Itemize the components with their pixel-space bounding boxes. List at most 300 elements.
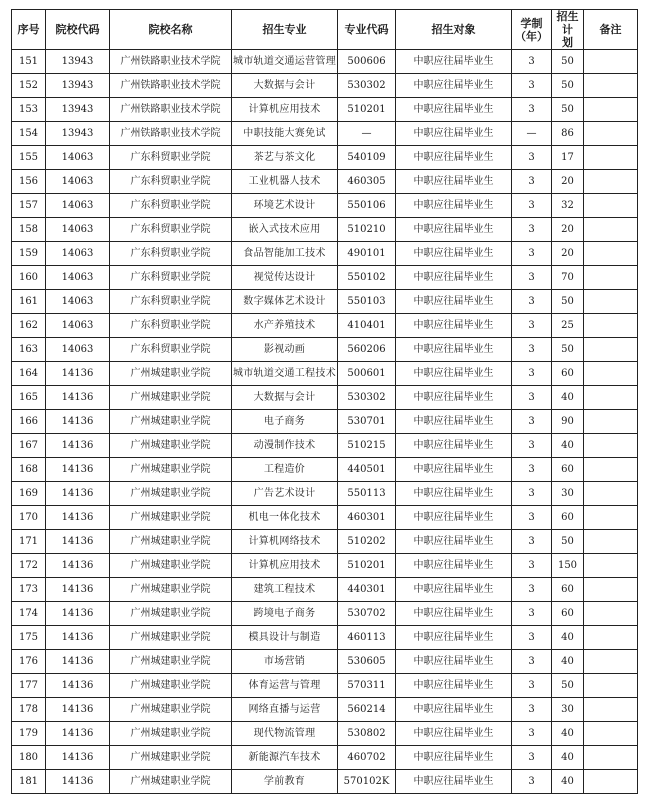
- cell-school-name: 广州城建职业学院: [110, 746, 232, 770]
- cell-index: 180: [12, 746, 46, 770]
- cell-target: 中职应往届毕业生: [396, 506, 512, 530]
- cell-quota: 70: [552, 266, 584, 290]
- cell-quota: 30: [552, 482, 584, 506]
- cell-duration: 3: [512, 50, 552, 74]
- cell-remarks: [584, 338, 638, 362]
- cell-target: 中职应往届毕业生: [396, 722, 512, 746]
- cell-major-code: 510201: [338, 98, 396, 122]
- cell-major: 工业机器人技术: [232, 170, 338, 194]
- cell-index: 162: [12, 314, 46, 338]
- cell-remarks: [584, 410, 638, 434]
- cell-major: 嵌入式技术应用: [232, 218, 338, 242]
- cell-school-code: 14136: [46, 530, 110, 554]
- cell-remarks: [584, 362, 638, 386]
- cell-major: 视觉传达设计: [232, 266, 338, 290]
- cell-major: 建筑工程技术: [232, 578, 338, 602]
- cell-major-code: 530302: [338, 386, 396, 410]
- table-row: [12, 770, 638, 794]
- header-duration: 学制 （年）: [512, 10, 552, 50]
- cell-major-code: 500601: [338, 362, 396, 386]
- cell-target: 中职应往届毕业生: [396, 698, 512, 722]
- cell-index: 177: [12, 674, 46, 698]
- header-quota: 招生计 划: [552, 10, 584, 50]
- cell-target: 中职应往届毕业生: [396, 218, 512, 242]
- header-remarks: 备注: [584, 10, 638, 50]
- cell-major-code: 410401: [338, 314, 396, 338]
- cell-major-code: 550103: [338, 290, 396, 314]
- cell-major-code: 570311: [338, 674, 396, 698]
- cell-quota: 50: [552, 290, 584, 314]
- cell-school-code: 14136: [46, 506, 110, 530]
- cell-school-code: 14136: [46, 698, 110, 722]
- cell-index: 166: [12, 410, 46, 434]
- cell-remarks: [584, 314, 638, 338]
- cell-major-code: 490101: [338, 242, 396, 266]
- cell-school-name: 广东科贸职业学院: [110, 314, 232, 338]
- cell-major-code: 510210: [338, 218, 396, 242]
- cell-duration: 3: [512, 698, 552, 722]
- cell-quota: 40: [552, 722, 584, 746]
- table-row: [12, 530, 638, 554]
- cell-index: 160: [12, 266, 46, 290]
- cell-school-code: 14136: [46, 602, 110, 626]
- cell-target: 中职应往届毕业生: [396, 626, 512, 650]
- cell-target: 中职应往届毕业生: [396, 194, 512, 218]
- cell-school-name: 广东科贸职业学院: [110, 218, 232, 242]
- cell-index: 181: [12, 770, 46, 794]
- cell-index: 179: [12, 722, 46, 746]
- table-row: [12, 554, 638, 578]
- cell-duration: 3: [512, 674, 552, 698]
- cell-school-code: 14136: [46, 410, 110, 434]
- cell-target: 中职应往届毕业生: [396, 410, 512, 434]
- cell-quota: 90: [552, 410, 584, 434]
- cell-school-code: 14063: [46, 170, 110, 194]
- cell-duration: 3: [512, 362, 552, 386]
- cell-major: 动漫制作技术: [232, 434, 338, 458]
- cell-index: 161: [12, 290, 46, 314]
- cell-major: 数字媒体艺术设计: [232, 290, 338, 314]
- cell-major: 市场营销: [232, 650, 338, 674]
- cell-remarks: [584, 722, 638, 746]
- cell-target: 中职应往届毕业生: [396, 482, 512, 506]
- cell-target: 中职应往届毕业生: [396, 170, 512, 194]
- admissions-table: [11, 9, 638, 794]
- cell-school-code: 14063: [46, 242, 110, 266]
- cell-quota: 50: [552, 50, 584, 74]
- cell-major: 机电一体化技术: [232, 506, 338, 530]
- table-row: [12, 410, 638, 434]
- table-row: [12, 74, 638, 98]
- cell-school-code: 14136: [46, 674, 110, 698]
- cell-duration: —: [512, 122, 552, 146]
- table-row: [12, 722, 638, 746]
- table-row: [12, 698, 638, 722]
- table-row: [12, 506, 638, 530]
- cell-school-code: 14063: [46, 146, 110, 170]
- cell-major-code: 540109: [338, 146, 396, 170]
- cell-school-name: 广州铁路职业技术学院: [110, 122, 232, 146]
- cell-major-code: 530302: [338, 74, 396, 98]
- header-major: 招生专业: [232, 10, 338, 50]
- cell-major: 现代物流管理: [232, 722, 338, 746]
- cell-duration: 3: [512, 218, 552, 242]
- cell-major-code: 530702: [338, 602, 396, 626]
- cell-school-name: 广州城建职业学院: [110, 722, 232, 746]
- table-row: [12, 290, 638, 314]
- cell-remarks: [584, 698, 638, 722]
- cell-quota: 60: [552, 506, 584, 530]
- cell-target: 中职应往届毕业生: [396, 434, 512, 458]
- cell-index: 167: [12, 434, 46, 458]
- cell-remarks: [584, 434, 638, 458]
- table-row: [12, 482, 638, 506]
- cell-school-code: 14063: [46, 290, 110, 314]
- cell-target: 中职应往届毕业生: [396, 770, 512, 794]
- cell-major: 电子商务: [232, 410, 338, 434]
- cell-school-code: 14136: [46, 434, 110, 458]
- cell-school-name: 广州城建职业学院: [110, 434, 232, 458]
- cell-school-name: 广州城建职业学院: [110, 650, 232, 674]
- cell-major-code: 510202: [338, 530, 396, 554]
- cell-quota: 50: [552, 530, 584, 554]
- cell-quota: 50: [552, 74, 584, 98]
- cell-major-code: 560206: [338, 338, 396, 362]
- cell-major: 计算机应用技术: [232, 554, 338, 578]
- cell-index: 164: [12, 362, 46, 386]
- cell-duration: 3: [512, 770, 552, 794]
- cell-duration: 3: [512, 602, 552, 626]
- cell-duration: 3: [512, 338, 552, 362]
- cell-quota: 60: [552, 458, 584, 482]
- cell-target: 中职应往届毕业生: [396, 554, 512, 578]
- cell-major: 城市轨道交通运营管理: [232, 50, 338, 74]
- cell-school-name: 广州铁路职业技术学院: [110, 74, 232, 98]
- cell-major: 计算机网络技术: [232, 530, 338, 554]
- table-row: [12, 746, 638, 770]
- cell-index: 176: [12, 650, 46, 674]
- cell-index: 168: [12, 458, 46, 482]
- header-major-code: 专业代码: [338, 10, 396, 50]
- cell-index: 174: [12, 602, 46, 626]
- cell-remarks: [584, 290, 638, 314]
- table-row: [12, 170, 638, 194]
- cell-target: 中职应往届毕业生: [396, 530, 512, 554]
- cell-school-code: 13943: [46, 74, 110, 98]
- cell-target: 中职应往届毕业生: [396, 266, 512, 290]
- cell-quota: 25: [552, 314, 584, 338]
- cell-school-code: 13943: [46, 122, 110, 146]
- cell-major-code: 530701: [338, 410, 396, 434]
- cell-duration: 3: [512, 746, 552, 770]
- cell-remarks: [584, 770, 638, 794]
- cell-major-code: 510215: [338, 434, 396, 458]
- table-row: [12, 578, 638, 602]
- cell-major: 广告艺术设计: [232, 482, 338, 506]
- cell-school-code: 13943: [46, 98, 110, 122]
- cell-remarks: [584, 218, 638, 242]
- cell-remarks: [584, 266, 638, 290]
- cell-duration: 3: [512, 146, 552, 170]
- cell-major: 大数据与会计: [232, 74, 338, 98]
- cell-quota: 30: [552, 698, 584, 722]
- cell-remarks: [584, 530, 638, 554]
- cell-duration: 3: [512, 434, 552, 458]
- cell-index: 169: [12, 482, 46, 506]
- cell-quota: 20: [552, 170, 584, 194]
- cell-major-code: 440301: [338, 578, 396, 602]
- cell-school-code: 14136: [46, 650, 110, 674]
- cell-major: 环境艺术设计: [232, 194, 338, 218]
- cell-remarks: [584, 458, 638, 482]
- cell-target: 中职应往届毕业生: [396, 458, 512, 482]
- cell-quota: 32: [552, 194, 584, 218]
- header-index: 序号: [12, 10, 46, 50]
- table-row: [12, 146, 638, 170]
- cell-school-code: 14063: [46, 218, 110, 242]
- cell-quota: 150: [552, 554, 584, 578]
- cell-school-code: 14136: [46, 458, 110, 482]
- cell-duration: 3: [512, 554, 552, 578]
- cell-school-code: 14136: [46, 722, 110, 746]
- cell-school-code: 14136: [46, 362, 110, 386]
- cell-target: 中职应往届毕业生: [396, 674, 512, 698]
- cell-duration: 3: [512, 170, 552, 194]
- cell-school-name: 广州城建职业学院: [110, 362, 232, 386]
- header-target: 招生对象: [396, 10, 512, 50]
- table-row: [12, 650, 638, 674]
- cell-school-name: 广州城建职业学院: [110, 530, 232, 554]
- cell-quota: 40: [552, 386, 584, 410]
- cell-school-code: 14136: [46, 578, 110, 602]
- cell-duration: 3: [512, 722, 552, 746]
- cell-school-name: 广州城建职业学院: [110, 602, 232, 626]
- cell-remarks: [584, 626, 638, 650]
- table-row: [12, 674, 638, 698]
- cell-quota: 50: [552, 98, 584, 122]
- cell-target: 中职应往届毕业生: [396, 50, 512, 74]
- cell-major: 工程造价: [232, 458, 338, 482]
- cell-major-code: 500606: [338, 50, 396, 74]
- cell-school-name: 广东科贸职业学院: [110, 242, 232, 266]
- cell-remarks: [584, 122, 638, 146]
- cell-school-name: 广州城建职业学院: [110, 578, 232, 602]
- cell-school-code: 14136: [46, 386, 110, 410]
- cell-target: 中职应往届毕业生: [396, 290, 512, 314]
- cell-quota: 50: [552, 674, 584, 698]
- cell-duration: 3: [512, 266, 552, 290]
- cell-school-code: 14136: [46, 746, 110, 770]
- cell-remarks: [584, 98, 638, 122]
- cell-quota: 40: [552, 626, 584, 650]
- cell-target: 中职应往届毕业生: [396, 98, 512, 122]
- cell-index: 163: [12, 338, 46, 362]
- cell-target: 中职应往届毕业生: [396, 314, 512, 338]
- cell-index: 171: [12, 530, 46, 554]
- header-school-code: 院校代码: [46, 10, 110, 50]
- cell-remarks: [584, 554, 638, 578]
- cell-target: 中职应往届毕业生: [396, 578, 512, 602]
- cell-remarks: [584, 386, 638, 410]
- cell-major-code: 460113: [338, 626, 396, 650]
- cell-major-code: —: [338, 122, 396, 146]
- cell-major: 网络直播与运营: [232, 698, 338, 722]
- cell-target: 中职应往届毕业生: [396, 338, 512, 362]
- cell-school-name: 广州城建职业学院: [110, 482, 232, 506]
- cell-quota: 40: [552, 434, 584, 458]
- cell-school-name: 广州城建职业学院: [110, 458, 232, 482]
- cell-index: 151: [12, 50, 46, 74]
- cell-school-name: 广州城建职业学院: [110, 674, 232, 698]
- cell-index: 173: [12, 578, 46, 602]
- table-row: [12, 602, 638, 626]
- cell-school-name: 广东科贸职业学院: [110, 290, 232, 314]
- table-row: [12, 50, 638, 74]
- cell-major-code: 550102: [338, 266, 396, 290]
- table-row: [12, 266, 638, 290]
- cell-major-code: 560214: [338, 698, 396, 722]
- cell-quota: 40: [552, 650, 584, 674]
- cell-school-name: 广州城建职业学院: [110, 554, 232, 578]
- cell-major-code: 550106: [338, 194, 396, 218]
- cell-school-name: 广州铁路职业技术学院: [110, 98, 232, 122]
- cell-major-code: 510201: [338, 554, 396, 578]
- cell-school-name: 广东科贸职业学院: [110, 170, 232, 194]
- cell-school-name: 广州城建职业学院: [110, 626, 232, 650]
- cell-school-code: 14063: [46, 266, 110, 290]
- cell-target: 中职应往届毕业生: [396, 602, 512, 626]
- cell-school-name: 广东科贸职业学院: [110, 194, 232, 218]
- cell-target: 中职应往届毕业生: [396, 74, 512, 98]
- cell-target: 中职应往届毕业生: [396, 122, 512, 146]
- cell-major-code: 550113: [338, 482, 396, 506]
- table-row: [12, 314, 638, 338]
- cell-duration: 3: [512, 290, 552, 314]
- cell-major: 新能源汽车技术: [232, 746, 338, 770]
- cell-school-name: 广州铁路职业技术学院: [110, 50, 232, 74]
- table-row: [12, 458, 638, 482]
- cell-remarks: [584, 242, 638, 266]
- cell-index: 156: [12, 170, 46, 194]
- cell-school-code: 14063: [46, 194, 110, 218]
- cell-major: 体育运营与管理: [232, 674, 338, 698]
- cell-remarks: [584, 146, 638, 170]
- header-school-name: 院校名称: [110, 10, 232, 50]
- cell-major: 茶艺与茶文化: [232, 146, 338, 170]
- cell-duration: 3: [512, 650, 552, 674]
- cell-quota: 20: [552, 218, 584, 242]
- table-row: [12, 194, 638, 218]
- cell-quota: 60: [552, 578, 584, 602]
- cell-target: 中职应往届毕业生: [396, 362, 512, 386]
- cell-index: 159: [12, 242, 46, 266]
- cell-duration: 3: [512, 242, 552, 266]
- table-row: [12, 98, 638, 122]
- cell-remarks: [584, 482, 638, 506]
- cell-index: 154: [12, 122, 46, 146]
- cell-quota: 60: [552, 362, 584, 386]
- table-row: [12, 338, 638, 362]
- cell-remarks: [584, 50, 638, 74]
- cell-school-name: 广州城建职业学院: [110, 770, 232, 794]
- cell-school-name: 广东科贸职业学院: [110, 338, 232, 362]
- cell-target: 中职应往届毕业生: [396, 746, 512, 770]
- cell-remarks: [584, 746, 638, 770]
- cell-major-code: 440501: [338, 458, 396, 482]
- cell-index: 178: [12, 698, 46, 722]
- cell-quota: 40: [552, 770, 584, 794]
- cell-remarks: [584, 674, 638, 698]
- cell-index: 165: [12, 386, 46, 410]
- cell-school-name: 广州城建职业学院: [110, 698, 232, 722]
- cell-major-code: 460305: [338, 170, 396, 194]
- table-row: [12, 386, 638, 410]
- cell-quota: 50: [552, 338, 584, 362]
- cell-major-code: 530802: [338, 722, 396, 746]
- header-row: [12, 10, 638, 50]
- cell-major: 食品智能加工技术: [232, 242, 338, 266]
- cell-school-name: 广州城建职业学院: [110, 410, 232, 434]
- cell-remarks: [584, 74, 638, 98]
- cell-quota: 20: [552, 242, 584, 266]
- cell-duration: 3: [512, 530, 552, 554]
- cell-duration: 3: [512, 74, 552, 98]
- cell-school-name: 广东科贸职业学院: [110, 146, 232, 170]
- table-row: [12, 434, 638, 458]
- cell-index: 175: [12, 626, 46, 650]
- cell-major: 水产养殖技术: [232, 314, 338, 338]
- cell-remarks: [584, 578, 638, 602]
- cell-duration: 3: [512, 626, 552, 650]
- table-row: [12, 122, 638, 146]
- cell-duration: 3: [512, 506, 552, 530]
- table-row: [12, 362, 638, 386]
- cell-remarks: [584, 194, 638, 218]
- cell-target: 中职应往届毕业生: [396, 386, 512, 410]
- cell-school-code: 14136: [46, 770, 110, 794]
- cell-index: 153: [12, 98, 46, 122]
- cell-major-code: 460301: [338, 506, 396, 530]
- cell-duration: 3: [512, 98, 552, 122]
- cell-remarks: [584, 170, 638, 194]
- cell-major: 中职技能大赛免试: [232, 122, 338, 146]
- cell-quota: 86: [552, 122, 584, 146]
- cell-target: 中职应往届毕业生: [396, 242, 512, 266]
- cell-school-name: 广东科贸职业学院: [110, 266, 232, 290]
- cell-major: 学前教育: [232, 770, 338, 794]
- cell-major: 模具设计与制造: [232, 626, 338, 650]
- cell-major: 计算机应用技术: [232, 98, 338, 122]
- cell-duration: 3: [512, 410, 552, 434]
- cell-major: 跨境电子商务: [232, 602, 338, 626]
- cell-index: 152: [12, 74, 46, 98]
- cell-target: 中职应往届毕业生: [396, 650, 512, 674]
- cell-duration: 3: [512, 386, 552, 410]
- cell-duration: 3: [512, 458, 552, 482]
- cell-school-name: 广州城建职业学院: [110, 506, 232, 530]
- cell-quota: 60: [552, 602, 584, 626]
- cell-duration: 3: [512, 482, 552, 506]
- cell-index: 157: [12, 194, 46, 218]
- cell-school-code: 14136: [46, 626, 110, 650]
- cell-major-code: 460702: [338, 746, 396, 770]
- cell-quota: 40: [552, 746, 584, 770]
- cell-school-code: 14063: [46, 338, 110, 362]
- cell-major: 大数据与会计: [232, 386, 338, 410]
- cell-major-code: 530605: [338, 650, 396, 674]
- cell-duration: 3: [512, 194, 552, 218]
- cell-index: 155: [12, 146, 46, 170]
